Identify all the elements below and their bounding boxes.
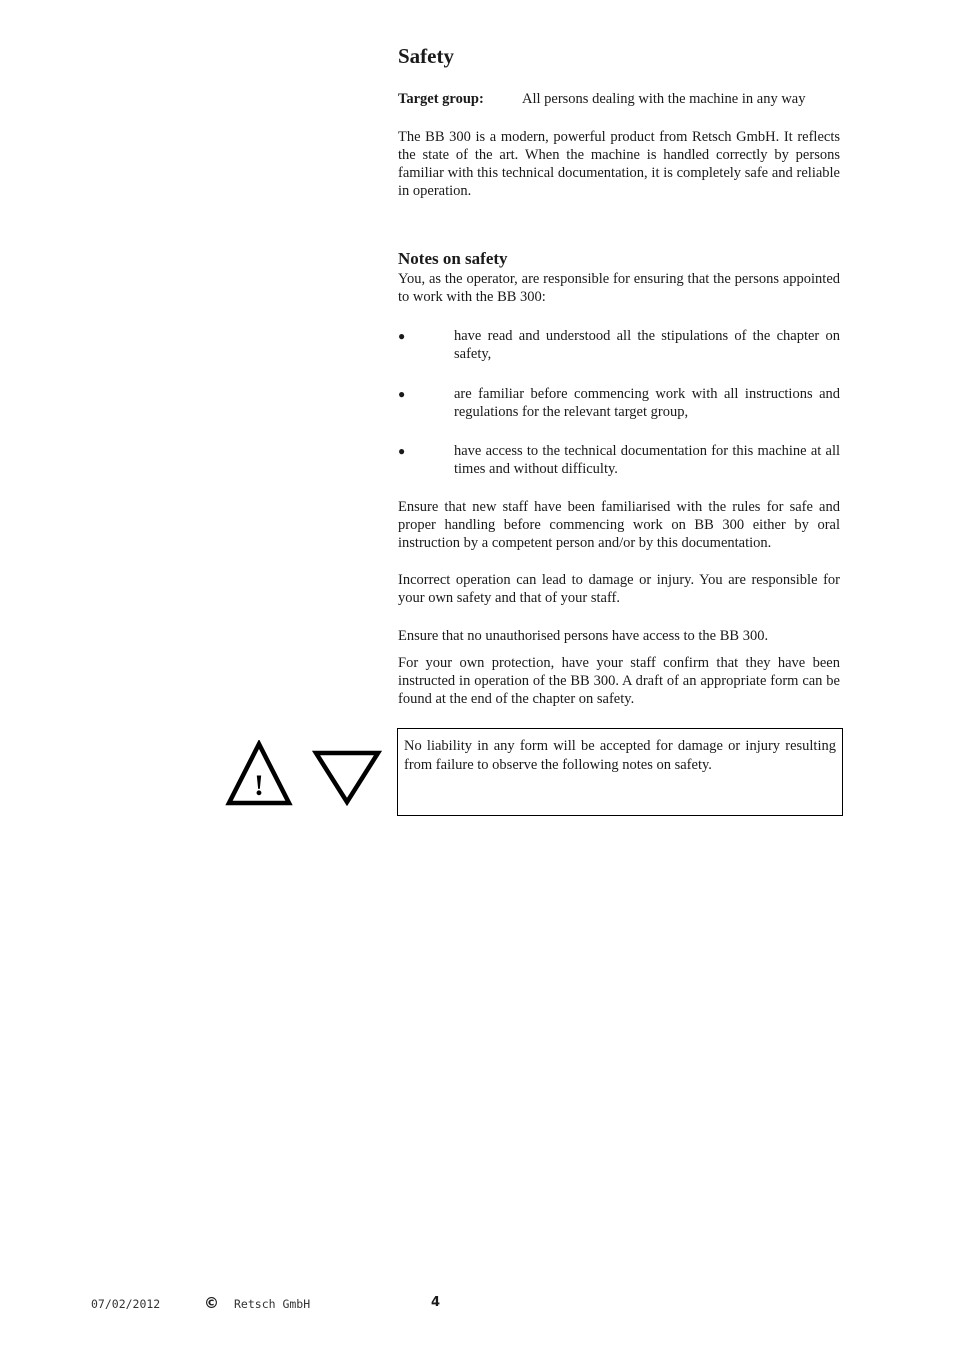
target-group-value: All persons dealing with the machine in any way [522,91,806,107]
warning-triangle-icon [224,740,294,808]
bullet-marker: ● [398,444,406,458]
inverted-triangle-icon [312,748,382,806]
exclamation-mark: ! [254,769,264,802]
page-title: Safety [398,44,454,68]
bullet-marker: ● [398,387,406,401]
bullet-item: are familiar before commencing work with all instructions and regulations for the relevant target group, [454,386,840,420]
paragraph-protection: For your own protection, have your staff confirm that they have been instructed in operation of the BB 300. A draft of an appropriate form can be found at the end of the chapter on safety. [398,655,840,707]
bullet-marker: ● [398,329,406,343]
footer-company: Retsch GmbH [234,1297,311,1311]
footer-date: 07/02/2012 [91,1297,161,1311]
paragraph-staff: Ensure that new staff have been familiarised with the rules for safe and proper handling before commencing work on BB 300 either by oral instruction by a competent person and/or by this documentation. [398,499,840,551]
paragraph-incorrect-operation: Incorrect operation can lead to damage or injury. You are responsible for your own safety and that of your staff. [398,572,840,606]
bullet-item: have access to the technical documentation for this machine at all times and without difficulty. [454,443,840,477]
copyright-icon: © [204,1294,219,1312]
section-heading: Notes on safety [398,249,508,268]
target-group-label: Target group: [398,91,484,107]
inverted-triangle-outline [316,753,378,802]
notes-intro-paragraph: You, as the operator, are responsible for ensuring that the persons appointed to work with the BB 300: [398,271,840,305]
intro-paragraph: The BB 300 is a modern, powerful product from Retsch GmbH. It reflects the state of the art. When the machine is handled correctly by persons familiar with this technical documentation, it is completely safe and reliable in operation. [398,129,840,199]
page-number: 4 [431,1295,441,1310]
liability-notice-box: No liability in any form will be accepted for damage or injury resulting from failure to observe the following notes on safety. [397,728,843,816]
bullet-item: have read and understood all the stipulations of the chapter on safety, [454,328,840,362]
paragraph-access: Ensure that no unauthorised persons have access to the BB 300. [398,628,769,644]
